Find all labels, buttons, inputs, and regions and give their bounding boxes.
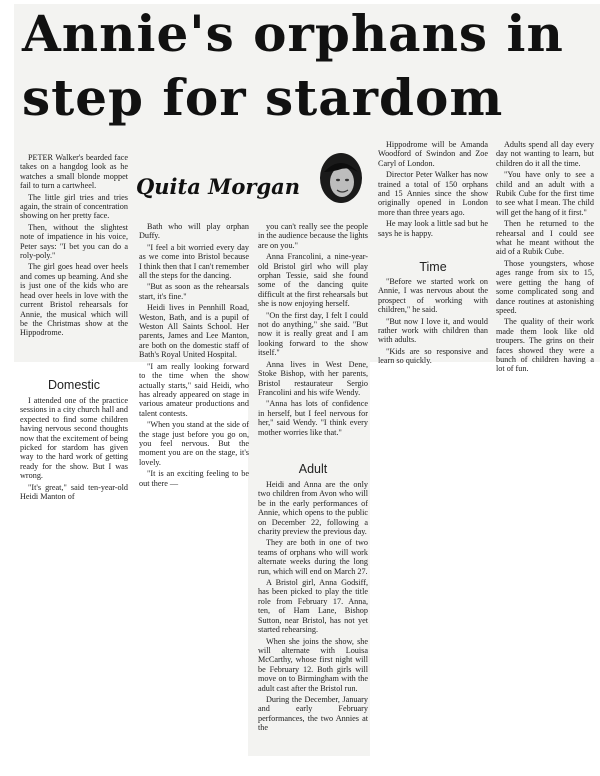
paragraph: Bath who will play orphan Duffy. — [139, 222, 249, 241]
paragraph: "It is an exciting feeling to be out there — — [139, 469, 249, 488]
paragraph: Anna Francolini, a nine-year-old Bristol girl who will play orphan Tessie, said she found some of the dancing quite difficult at the first rehearsals but she is now enjoying herself. — [258, 252, 368, 309]
paragraph: "It's great," said ten-year-old Heidi Manton of — [20, 482, 128, 502]
paragraph: Hippodrome will be Amanda Woodford of Swindon and Zoe Caryl of London. — [378, 140, 488, 168]
headline-line-2: step for stardom — [22, 68, 504, 127]
paragraph: Those youngsters, whose ages range from six to 15, were getting the hang of some complicated song and dance routines at astonishing speed. — [496, 258, 594, 315]
subheading-domestic: Domestic — [47, 378, 101, 392]
paragraph: "When you stand at the side of the stage just before you go on, you feel nervous. But the moment you are on the stage, it's lovely. — [139, 420, 249, 467]
paragraph: They are both in one of two teams of orphans who will work alternate weeks during the long run, which will end on March 27. — [258, 538, 368, 576]
paragraph: "On the first day, I felt I could not do anything," she said. "But now it is really great and I am looking forward to the show itself." — [258, 310, 368, 358]
article-column-3b — [258, 480, 368, 735]
paragraph: Then he returned to the rehearsal and I could see what he meant without the aid of a Rubik Cube. — [496, 219, 594, 257]
article-column-1b — [20, 396, 128, 503]
article-column-2 — [139, 222, 249, 490]
paragraph: The quality of their work made them look like old troupers. The grins on their faces showed they were a bunch of children having a lot of fun. — [496, 317, 594, 374]
paragraph: you can't really see the people in the audience because the lights are on you." — [258, 222, 368, 250]
paragraph: "I am really looking forward to the time when the show actually starts," said Heidi, who has already appeared on stage in various amateur productions and talent contests. — [139, 361, 249, 418]
paragraph: "But now I love it, and would rather work with children than with adults. — [378, 316, 488, 345]
paragraph: Director Peter Walker has now trained a total of 150 orphans and 15 Annies since the show originally opened in London more than three years ago. — [378, 170, 488, 217]
paragraph: When she joins the show, she will alternate with Louisa McCarthy, whose first night will be February 12. Both girls will move on to Birmingham with the adult cast after the Bristol run. — [258, 636, 368, 693]
paragraph: I attended one of the practice sessions in a city church hall and expected to find some children having nervous second thoughts now that the excitement of being picked for stardom has given way to the hard work of getting ready for the show. But I was wrong. — [20, 396, 128, 481]
paragraph: Then, without the slightest note of impatience in his voice, Peter says: "I bet you can do a roly-poly." — [20, 222, 128, 261]
paragraph: A Bristol girl, Anna Godsiff, has been picked to play the title role from February 17. Anna, ten, of Ham Lane, Bishop Sutton, near Bristol, has not yet started rehearsing. — [258, 578, 368, 635]
author-portrait-icon — [318, 152, 364, 206]
byline-name: Quita Morgan — [136, 174, 301, 199]
paragraph: Anna lives in West Dene, Stoke Bishop, with her parents, Bristol restaurateur Sergio Francolini and his wife Wendy. — [258, 359, 368, 397]
paragraph: The little girl tries and tries again, the strain of concentration showing on her pretty face. — [20, 192, 128, 221]
paragraph: "I feel a bit worried every day as we come into Bristol because I think then that I can't remember all the steps for the dancing. — [139, 242, 249, 281]
paragraph: "You have only to see a child and an adult with a Rubik Cube for the first time to see what I mean. The child will get the hang of it first." — [496, 170, 594, 217]
paragraph: "Kids are so responsive and learn so quickly. — [378, 346, 488, 366]
headline-line-1: Annie's orphans in — [22, 4, 564, 63]
article-column-1 — [20, 153, 128, 340]
paragraph: Heidi and Anna are the only two children from Avon who will be in the early performances of Annie, which opens to the public on December 22, following a charity preview the previous day. — [258, 480, 368, 537]
paragraph: Adults spend all day every day not wanting to learn, but children do it all the time. — [496, 140, 594, 168]
article-column-4b — [378, 277, 488, 368]
paragraph: PETER Walker's bearded face takes on a hangdog look as he watches a small blonde moppet fail to turn a cartwheel. — [20, 153, 128, 191]
article-column-3 — [258, 222, 368, 439]
paragraph: He may look a little sad but he says he is happy. — [378, 219, 488, 238]
paragraph: The girl goes head over heels and comes up beaming. And she is just one of the kids who are head over heels in love with the current Bristol rehearsals for Annie, the musical which will be the Christmas show at the Hippodrome. — [20, 262, 128, 338]
paragraph: "Before we started work on Annie, I was nervous about the prospect of working with children," he said. — [378, 277, 488, 315]
paragraph: "Anna has lots of confidence in herself, but I feel nervous for her," said Wendy. "I think every mother worries like that." — [258, 399, 368, 437]
paragraph: "But as soon as the rehearsals start, it's fine." — [139, 282, 249, 301]
subheading-time: Time — [419, 260, 447, 274]
subheading-adult: Adult — [298, 462, 328, 476]
paragraph: Heidi lives in Pennhill Road, Weston, Bath, and is a pupil of Weston All Saints School. Her parents, James and Lee Manton, are both on the domestic staff of Bath's Royal United Hospital. — [139, 303, 249, 360]
article-column-5 — [496, 140, 594, 376]
paragraph: During the December, January and early February performances, the two Annies at the — [258, 694, 368, 733]
article-column-4 — [378, 140, 488, 240]
